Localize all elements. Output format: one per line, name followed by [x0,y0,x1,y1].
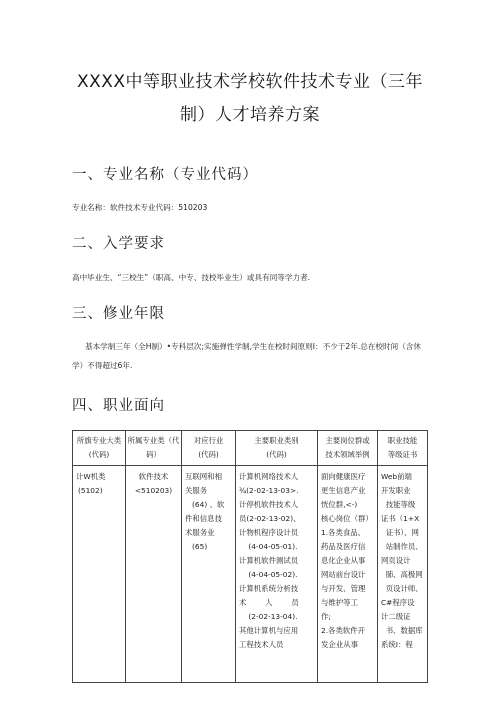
header-industry: 对应行业 (代码) [182,431,236,466]
header-certificates: 职业技能 等级证书 [378,431,428,466]
title-line-2: 制）人才培养方案 [180,105,320,125]
section-heading-admission: 二、入学要求 [72,236,165,252]
section-heading-duration: 三、修业年限 [72,306,165,322]
table-header-row [73,431,428,466]
header-occupation: 主要职业类别 (代码) [236,431,318,466]
header-major-class: 所属专业类（代 码） [126,431,182,466]
table-row [73,466,428,683]
cell-major-class: 软件技术 <510203) [126,466,182,683]
career-orientation-table [72,430,428,683]
section-heading-career: 四、职业面向 [72,398,165,414]
cell-occupation: 计算机网络技术人 ¾(2-02-13-03>. 计停机软件技术人 员(2-02-13-02)、 计物机程序设计员 (4-04-05-01). 计算机软件测试员 (4-04-05-02). 计算机系统分析技 术 人 员 (2-02-13-04). 其他计算机与应用 工程技术人员 [236,466,318,683]
admission-text: 高中毕业生、“三校生”（职高、中专、技校毕业生）或具有同等学力者. [72,273,311,282]
header-major-category: 所旗专业大类 (代码) [73,431,126,466]
cell-industry: 互联网和相 关服务 (64) 、软 件和信息技 术服务业 (65) [182,466,236,683]
document-title [60,66,440,132]
major-name-text: 专业名称：软件技术专业代码：510203 [72,203,208,212]
section-heading-major-name: 一、专业名称（专业代码） [72,167,258,183]
title-line-1: XXXX中等职业技术学校软件技术专业（三年 [76,72,424,92]
cell-certificates: Web前端 开发职业 技能等级 证书（1+X 证书）、网 站制作员、 网页设计 肺、高极网 页设计师、 C#程序设 计二级证 书、数据库 系统I：程 [378,466,428,683]
cell-positions: 面向健康医疗 更生信息产业 恍位群,<-) 核心岗位（群） 1.各类食品、 药品及医疗信 息化企业从事 网站前台设计 与开发、管理 与维护等工 作; 2.各类软件开 发企业从事 [318,466,378,683]
header-positions: 主要岗位群或 技术领域举例 [318,431,378,466]
duration-text: 基本学制三年（全H制）•专科层次;实施弹性学制,学生在校时间原则I：不少于2年.总在校时间（含休学）不得超过6年. [72,342,421,370]
cell-major-category: 计W机类 (5102) [73,466,126,683]
